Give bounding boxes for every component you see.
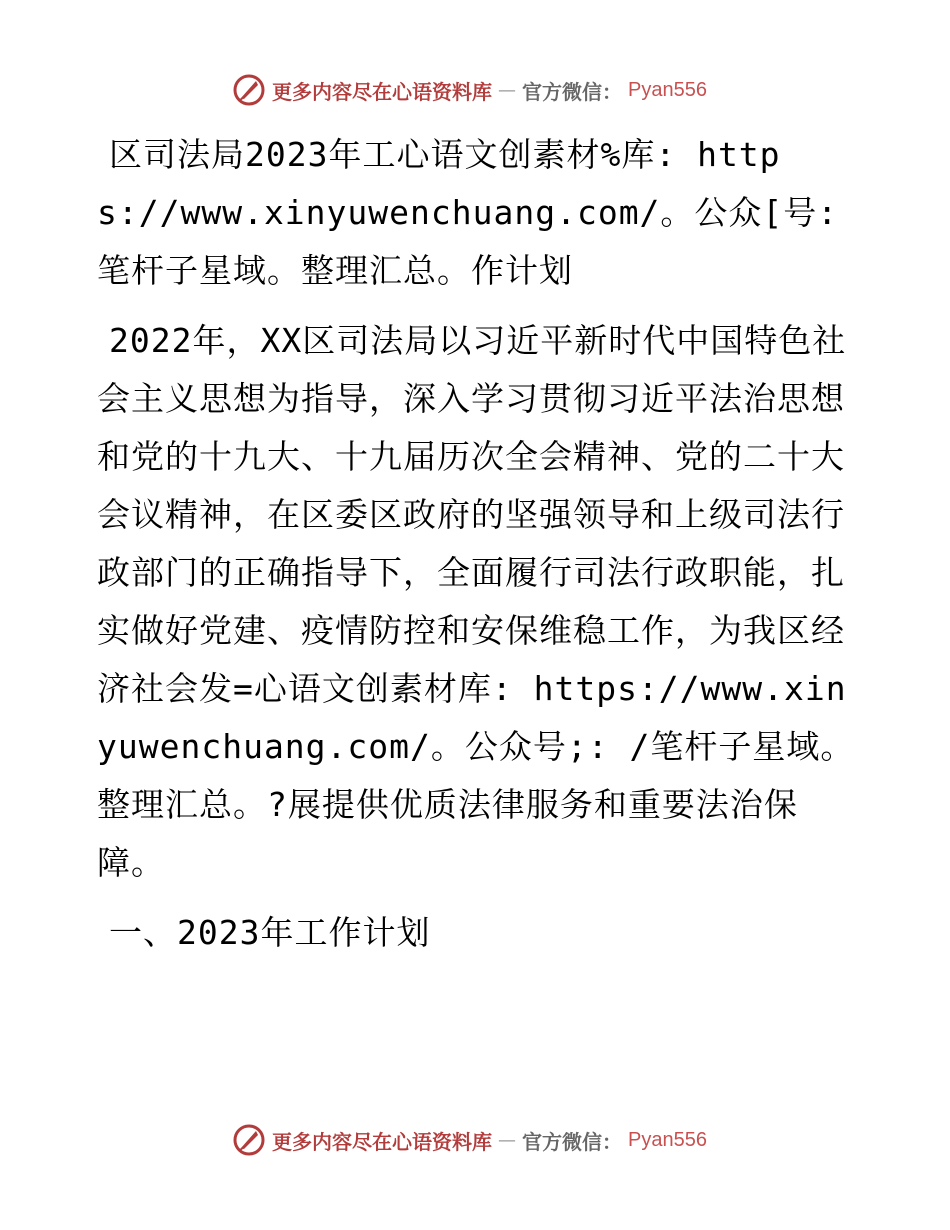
paragraph-summary: 2022年，XX区司法局以习近平新时代中国特色社会主义思想为指导，深入学习贯彻习近平法治思想和党的十九大、十九届历次全会精神、党的二十大会议精神，在区委区政府的坚强领导和上级司法行政部门的正确指导下，全面履行司法行政职能，扎实做好党建、疫情防控和安保维稳工作，为我区经济社会发=心语文创素材库: https://www.xinyuwenchuang.com/。公众号;: /笔杆子星域。整理汇总。?展提供优质法律服务和重要法治保障。: [97, 321, 855, 882]
quill-logo-icon: [232, 1123, 266, 1157]
banner-slogan: 更多内容尽在心语资料库: [272, 1129, 492, 1154]
banner-dash: —: [498, 79, 516, 101]
header-watermark-banner: [232, 70, 707, 110]
banner-wechat-id: Pyan556: [628, 78, 707, 101]
paragraph-title: 区司法局2023年工心语文创素材%库: https://www.xinyuwenchuang.com/。公众[号: 笔杆子星域。整理汇总。作计划: [97, 135, 839, 290]
banner-wechat-id: Pyan556: [628, 1128, 707, 1151]
banner-slogan: 更多内容尽在心语资料库: [272, 79, 492, 104]
section-heading: 一、2023年工作计划: [109, 913, 431, 952]
banner-official-label: 官方微信：: [522, 1129, 622, 1154]
banner-dash: —: [498, 1129, 516, 1151]
quill-logo-icon: [232, 73, 266, 107]
banner-official-label: 官方微信：: [522, 79, 622, 104]
document-body: [97, 126, 857, 962]
footer-watermark-banner: [232, 1120, 707, 1160]
